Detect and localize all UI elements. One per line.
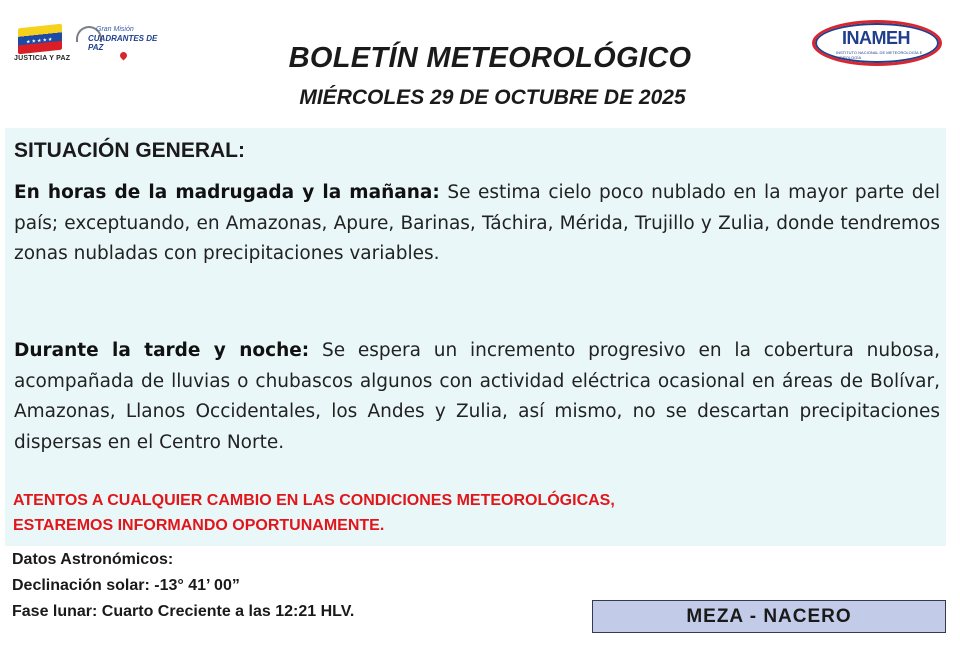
alert-notice — [13, 488, 913, 538]
justicia-y-paz-caption: JUSTICIA Y PAZ — [14, 55, 71, 62]
moon-phase: Fase lunar: Cuarto Creciente a las 12:21 HLV. — [12, 603, 355, 620]
inameh-subtitle: INSTITUTO NACIONAL DE METEOROLOGÍA E HIDROLOGÍA — [836, 50, 923, 60]
cuadrantes-de-paz-label: CUADRANTES DE PAZ — [88, 34, 158, 52]
gran-mision-label: Gran Misión — [96, 26, 134, 33]
solar-declination: Declinación solar: -13° 41’ 00” — [12, 577, 240, 594]
afternoon-forecast — [14, 336, 940, 458]
afternoon-label: Durante la tarde y noche: — [14, 340, 310, 361]
venezuela-flag-icon: ★★★★★ — [18, 24, 62, 55]
bulletin-title: BOLETÍN METEOROLÓGICO — [288, 42, 692, 74]
inameh-logo — [812, 18, 942, 66]
afternoon-text: Se espera un incremento progresivo en la cobertura nubosa, acompañada de lluvias o chubascos algunos con actividad eléctrica ocasional en áreas de Bolívar, Amazonas, Llanos Occidentales, los Andes y Zulia, así mismo, no se descartan precipitaciones dispersas en el Centro Norte. — [14, 340, 940, 453]
astro-heading: Datos Astronómicos: — [12, 551, 174, 568]
bulletin-date: MIÉRCOLES 29 DE OCTUBRE DE 2025 — [299, 86, 686, 109]
morning-label: En horas de la madrugada y la mañana: — [14, 182, 440, 203]
morning-forecast — [14, 178, 940, 270]
forecast-panel — [5, 128, 946, 546]
authors-signature: MEZA - NACERO — [592, 600, 946, 633]
morning-text: Se estima cielo poco nublado en la mayor parte del país; exceptuando, en Amazonas, Apure, Barinas, Táchira, Mérida, Trujillo y Zulia, donde tendremos zonas nubladas con precipitaciones variables. — [14, 182, 940, 264]
alert-line-1: ATENTOS A CUALQUIER CAMBIO EN LAS CONDICIONES METEOROLÓGICAS, — [13, 492, 615, 509]
situation-heading: SITUACIÓN GENERAL: — [14, 139, 245, 162]
inameh-name: INAMEH — [842, 28, 910, 48]
astronomical-data — [12, 547, 354, 625]
alert-line-2: ESTAREMOS INFORMANDO OPORTUNAMENTE. — [13, 517, 385, 534]
